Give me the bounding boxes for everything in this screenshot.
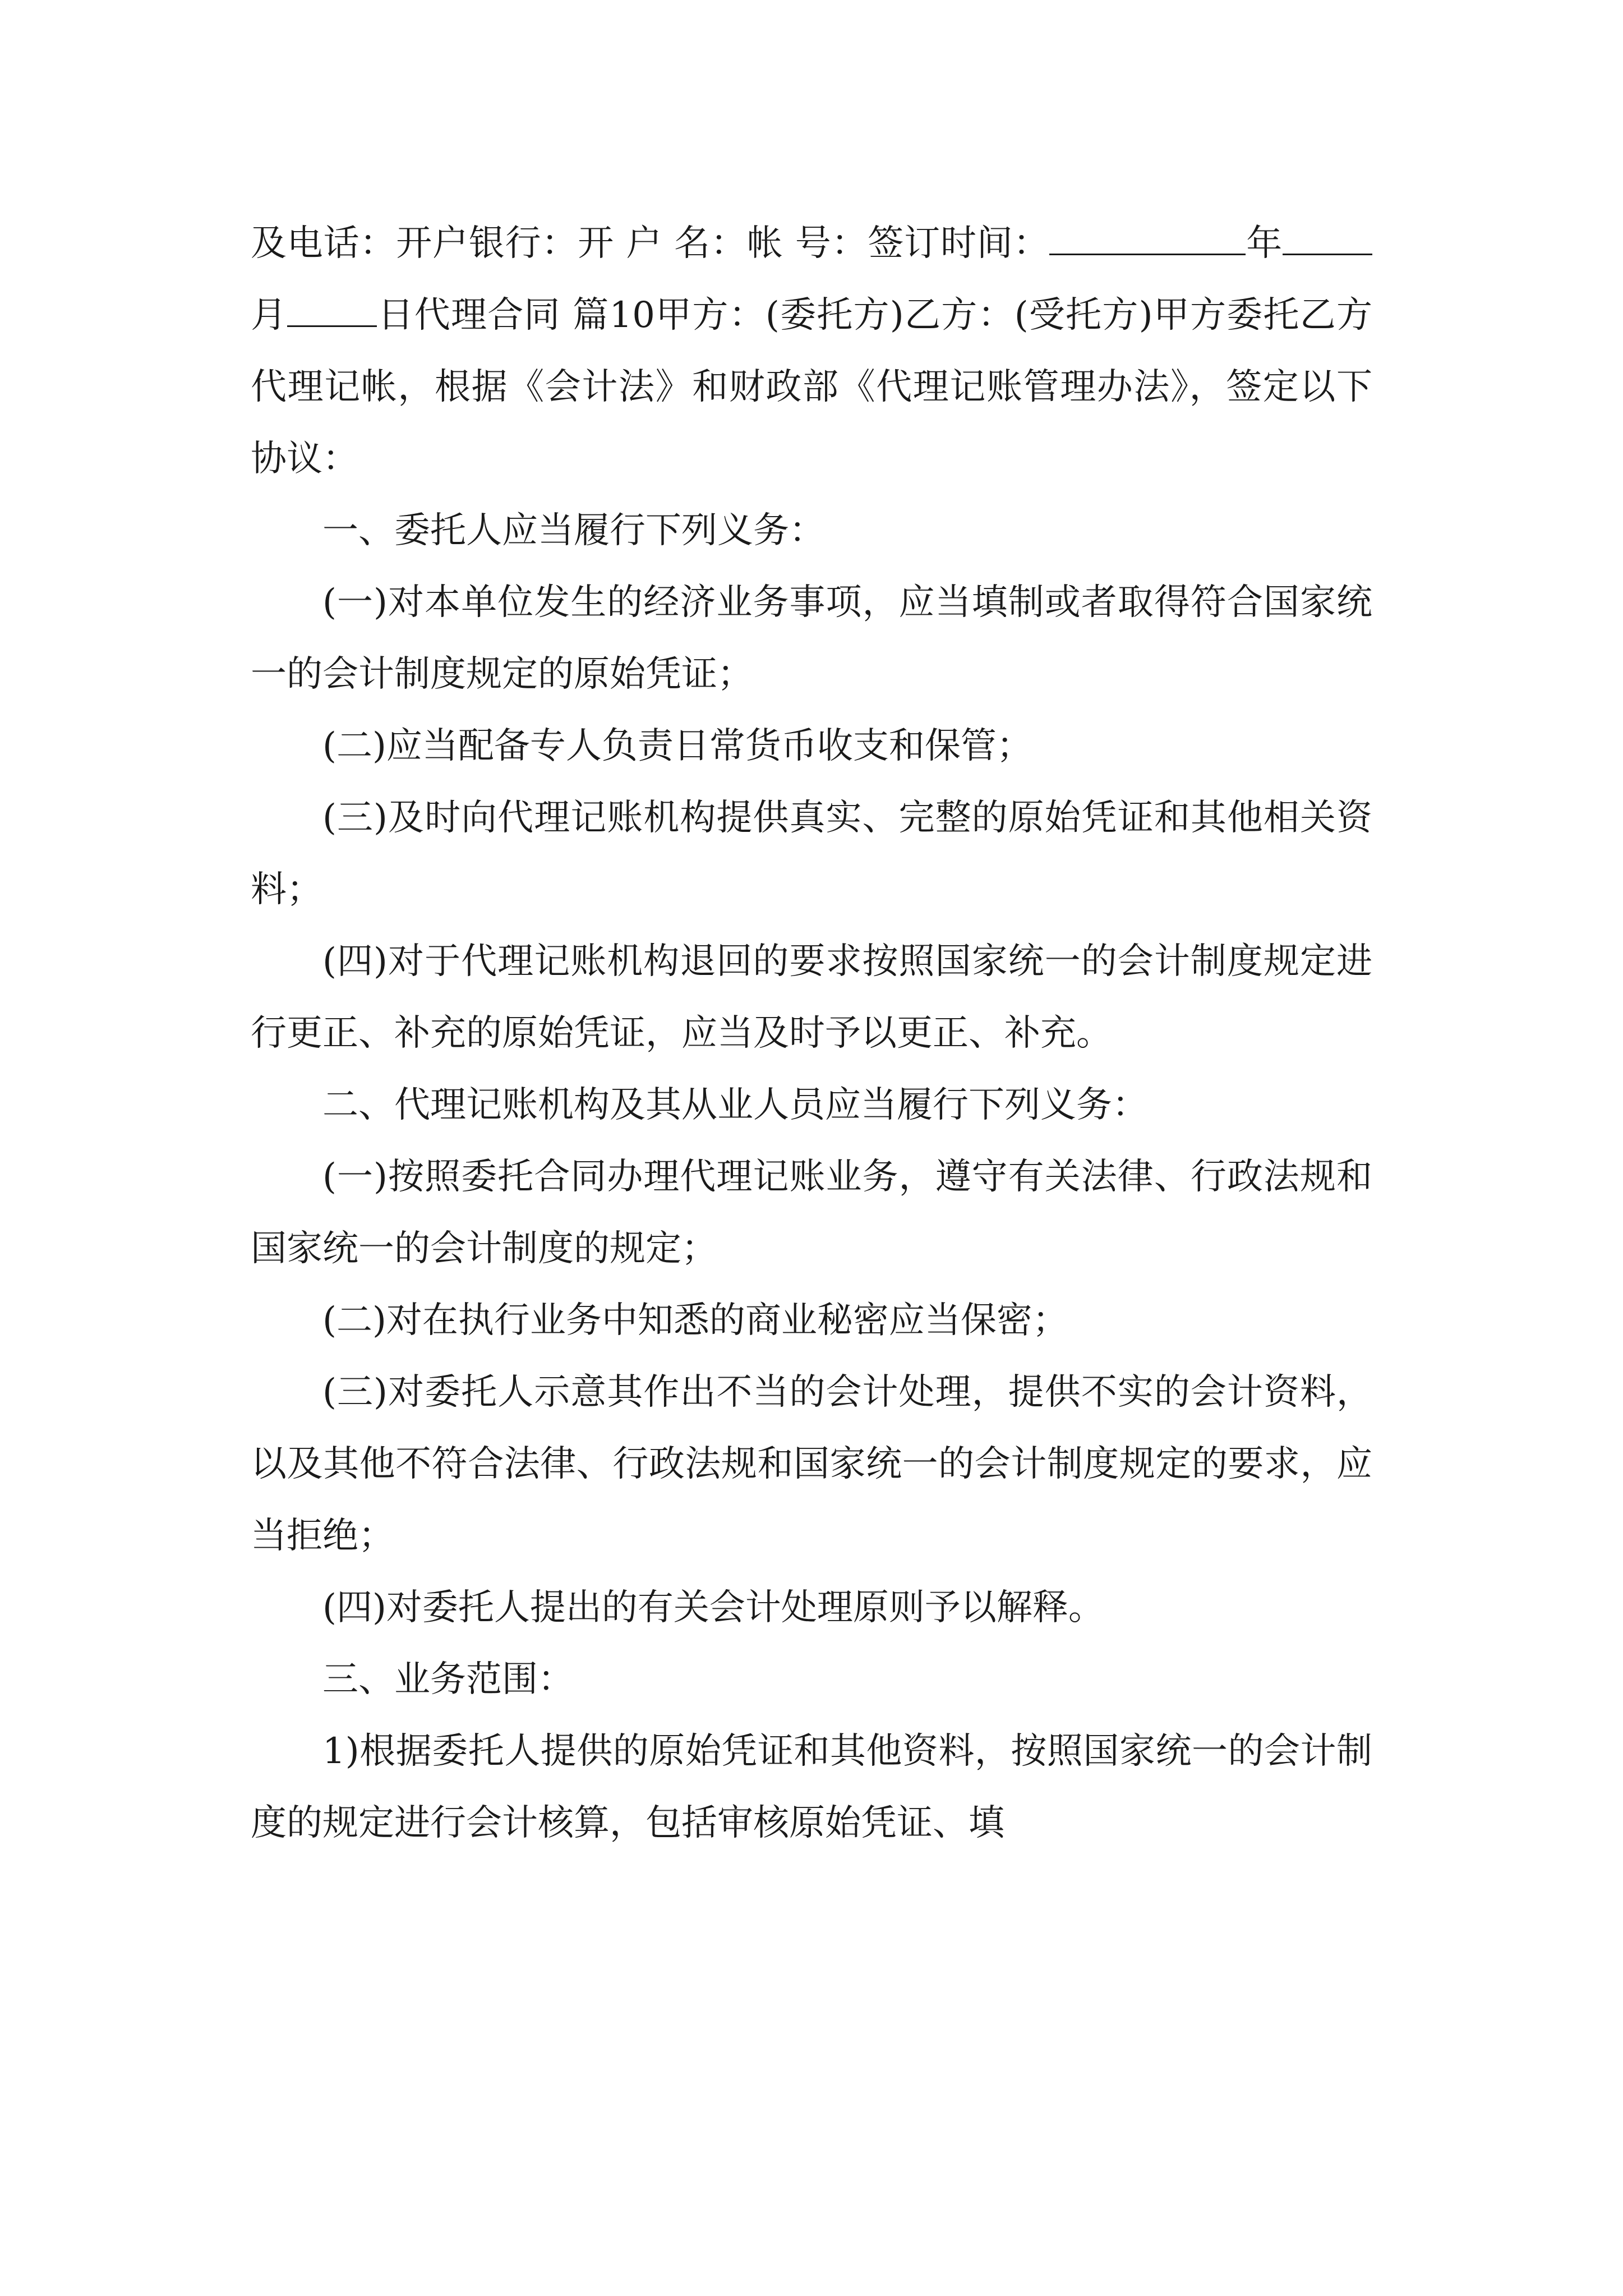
section-1-item: (二)应当配备专人负责日常货币收支和保管； <box>322 725 1032 767</box>
intro-paragraph <box>251 208 1372 495</box>
intro-rest: 日代理合同 篇10甲方：(委托方)乙方：(受托方)甲方委托乙方代理记帐，根据《会计法》和财政部《代理记账管理办法》，签定以下协议： <box>251 295 1373 480</box>
section-1-item: (一)对本单位发生的经济业务事项，应当填制或者取得符合国家统一的会计制度规定的原始凭证； <box>251 582 1372 695</box>
section-1-heading: 一、委托人应当履行下列义务： <box>322 510 825 551</box>
section-1-item: (三)及时向代理记账机构提供真实、完整的原始凭证和其他相关资料； <box>251 797 1372 910</box>
section-2-item: (四)对委托人提出的有关会计处理原则予以解释。 <box>322 1587 1104 1628</box>
day-blank <box>287 289 377 327</box>
section-2-item: (三)对委托人示意其作出不当的会计处理，提供不实的会计资料，以及其他不符合法律、行政法规和国家统一的会计制度规定的要求，应当拒绝； <box>251 1372 1372 1557</box>
document-body <box>251 208 1372 1859</box>
section-3-heading: 三、业务范围： <box>322 1659 574 1700</box>
month-blank <box>1283 218 1372 255</box>
intro-line-1: 及电话：开户银行：开 户 名：帐 号：签订时间： <box>251 223 1050 264</box>
year-label: 年 <box>1246 223 1283 264</box>
month-label: 月 <box>251 295 288 336</box>
section-2-item: (一)按照委托合同办理代理记账业务，遵守有关法律、行政法规和国家统一的会计制度的规定； <box>251 1156 1372 1269</box>
section-3-item: 1)根据委托人提供的原始凭证和其他资料，按照国家统一的会计制度的规定进行会计核算，包括审核原始凭证、填 <box>251 1731 1372 1844</box>
section-2-heading: 二、代理记账机构及其从业人员应当履行下列义务： <box>322 1084 1148 1126</box>
signing-date-blank <box>1049 218 1246 255</box>
section-1-item: (四)对于代理记账机构退回的要求按照国家统一的会计制度规定进行更正、补充的原始凭证，应当及时予以更正、补充。 <box>251 941 1372 1054</box>
section-2-item: (二)对在执行业务中知悉的商业秘密应当保密； <box>322 1300 1068 1341</box>
